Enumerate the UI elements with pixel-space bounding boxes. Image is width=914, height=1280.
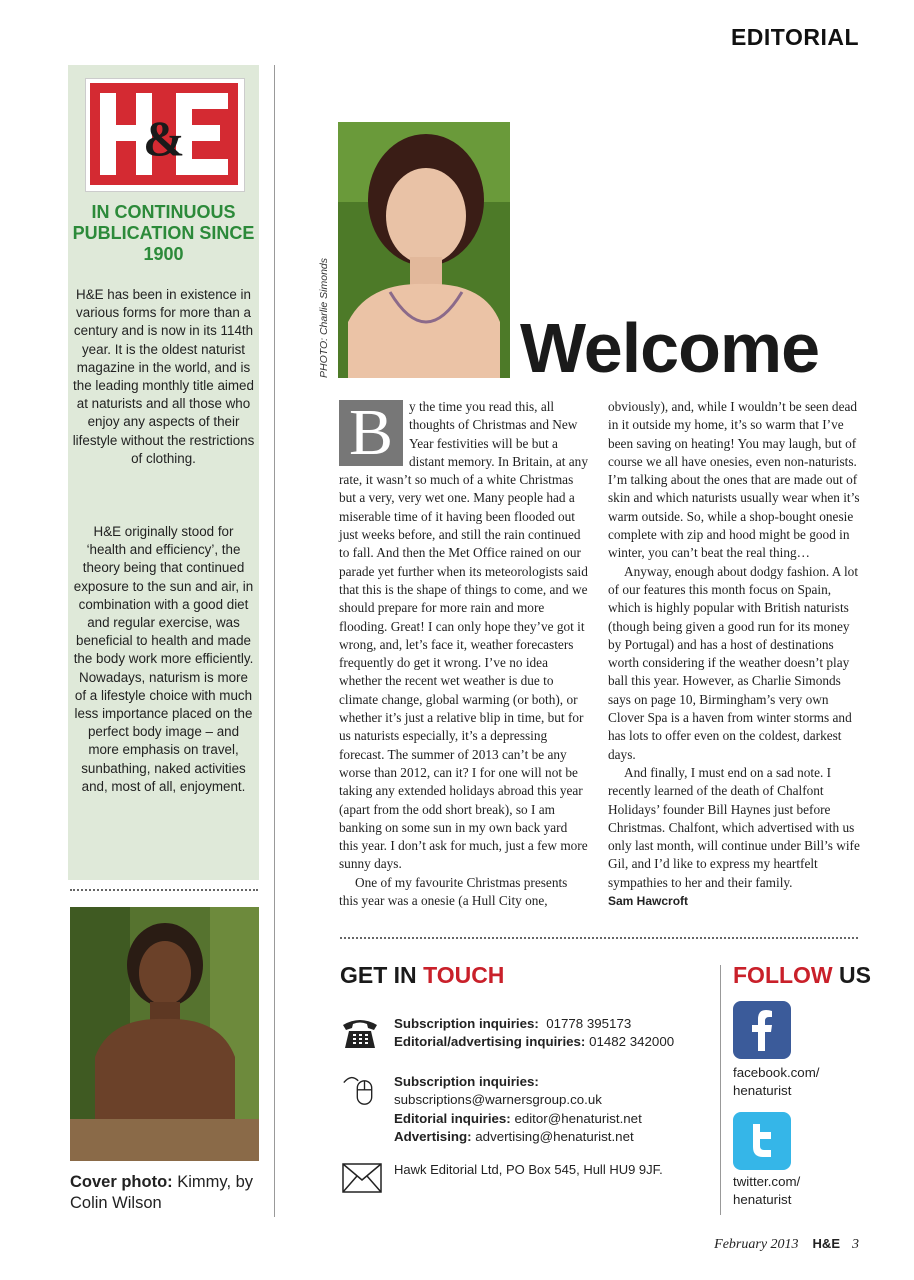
page-number: 3 bbox=[852, 1237, 859, 1252]
postal-address: Hawk Editorial Ltd, PO Box 545, Hull HU9 9JF. bbox=[394, 1162, 663, 1177]
cover-caption-text: Kimmy, by Colin Wilson bbox=[70, 1173, 254, 1212]
phone-contacts bbox=[394, 1015, 674, 1052]
sub-email[interactable]: subscriptions@warnersgroup.co.uk bbox=[394, 1092, 602, 1108]
sidebar-paragraph: H&E originally stood for ‘health and efficiency’, the theory being that continued exposure to the sun and air, in combination with a good diet and regular exercise, was beneficial to health and made the body work more efficiently. Nowadays, naturism is more of a lifestyle choice with much less importance placed on the perfect body image – and more emphasis on travel, sunbathing, naked activities and, most of all, enjoyment. bbox=[73, 524, 254, 794]
facebook-link[interactable] bbox=[733, 1064, 819, 1101]
twitter-url-b: henaturist bbox=[733, 1192, 792, 1208]
drop-cap: B bbox=[339, 400, 403, 466]
facebook-icon[interactable] bbox=[733, 1001, 791, 1059]
follow-heading bbox=[733, 962, 871, 989]
telephone-icon bbox=[340, 1015, 380, 1051]
footer-brand: H&E bbox=[812, 1236, 840, 1251]
dotted-divider bbox=[70, 889, 258, 891]
he-logo bbox=[85, 78, 245, 192]
edit-email-label: Editorial inquiries: bbox=[394, 1110, 511, 1126]
facebook-url-b: henaturist bbox=[733, 1083, 792, 1099]
sub-phone-label: Subscription inquiries: bbox=[394, 1016, 539, 1031]
article-signature: Sam Hawcroft bbox=[608, 894, 689, 909]
facebook-glyph bbox=[733, 1001, 791, 1059]
tagline: IN CONTINUOUS PUBLICATION SINCE 1900 bbox=[72, 202, 255, 264]
photo-credit: PHOTO: Charlie Simonds bbox=[318, 257, 330, 378]
sub-phone[interactable]: 01778 395173 bbox=[546, 1016, 632, 1031]
cover-caption-label: Cover photo: bbox=[70, 1173, 173, 1191]
contact-heading-b: TOUCH bbox=[423, 962, 505, 988]
twitter-icon[interactable] bbox=[733, 1112, 791, 1170]
article-paragraph: obviously), and, while I wouldn’t be seen dead in it outside my home, it’s so warm that I’ve been saving on heating! You may laugh, but of course we all have onesies, even non-naturists. I’m talking about the ones that are made out of skin and which naturists usually wear when it’s warm outside. So, while a shop-bought onesie complete with zip and hood might be good in winter, you can’t beat the real thing… bbox=[608, 399, 860, 561]
cover-photo-image bbox=[70, 907, 259, 1161]
dotted-divider bbox=[340, 937, 858, 939]
headline: Welcome bbox=[520, 309, 820, 387]
follow-heading-b: US bbox=[832, 962, 871, 988]
twitter-url-a: twitter.com/ bbox=[733, 1174, 801, 1189]
twitter-link[interactable] bbox=[733, 1173, 800, 1210]
twitter-glyph bbox=[733, 1112, 791, 1170]
adv-email-label: Advertising: bbox=[394, 1128, 472, 1144]
column-divider bbox=[274, 65, 275, 1217]
edit-email[interactable]: editor@henaturist.net bbox=[514, 1110, 642, 1126]
sidebar-paragraph: H&E has been in existence in various forms for more than a century and is now in its 114th year. It is the oldest naturist magazine in the world, and is the leading monthly title aimed at naturists and all those who enjoy any aspects of their lifestyle without the restrictions of clothing. bbox=[72, 287, 255, 466]
he-logo-graphic bbox=[90, 83, 238, 185]
article-paragraph: And finally, I must end on a sad note. I recently learned of the death of Chalfont Holidays’ founder Bill Haynes just before Christmas. Chalfont, which advertised with us only last month, will continue under Bill’s wife Gil, and I’d like to express my heartfelt sympathies to her and their family. bbox=[608, 764, 860, 890]
contact-divider bbox=[720, 965, 721, 1215]
cover-caption bbox=[70, 1172, 270, 1214]
article-paragraph: One of my favourite Christmas presents this year was a onesie (a Hull City one, bbox=[339, 874, 568, 909]
editor-portrait bbox=[338, 122, 510, 378]
editor-portrait-image bbox=[338, 122, 510, 378]
edit-phone[interactable]: 01482 342000 bbox=[589, 1034, 675, 1050]
sub-email-label: Subscription inquiries: bbox=[394, 1074, 539, 1089]
envelope-icon bbox=[342, 1160, 382, 1196]
article-intro: y the time you read this, all thoughts of Christmas and New Year festivities will be but a distant memory. In Britain, at any rate, it wasn’t so much of a white Christmas but a very, very wet one. Many people had a miserable time of it having been flooded out just weeks before, and still the rain continued to fall. And then the Met Office rained on our parade yet further when its meteorologists said that this is the shape of things to come, and we should prepare for more rain and more flooding. Great! I can only hope they’ve got it wrong, and, let’s face it, weather forecasters frequently do get it wrong. I’ve no idea whether the recent wet weather is due to climate change, global warming (or both), or whether it’s just a relative blip in time, but for us naturists especially, it’s a depressing forecast. The summer of 2013 can’t be any worse than 2012, can it? I for one will not be taking any extended holidays abroad this year (apart from the odd short break), so I am banking on some sun in my own back yard this year. I don’t ask for much, just a few more sunny days. bbox=[339, 399, 588, 872]
follow-heading-a: FOLLOW bbox=[733, 962, 833, 988]
email-contacts bbox=[394, 1073, 642, 1146]
section-label: EDITORIAL bbox=[730, 24, 859, 50]
article-paragraph: Anyway, enough about dodgy fashion. A lot of our features this month focus on Spain, which is highly popular with British naturists (though being given a good run for its money by Portugal) and has a host of destinations worth considering if the weather doesn’t play ball this year. However, as Charlie Simonds says on page 10, Birmingham’s very own Clover Spa is a haven from winter storms and has lots to offer even on the coldest, darkest days. bbox=[608, 563, 859, 762]
facebook-url-a: facebook.com/ bbox=[733, 1065, 820, 1080]
article-column-2 bbox=[608, 398, 860, 910]
adv-email[interactable]: advertising@henaturist.net bbox=[475, 1128, 634, 1144]
article-column-1 bbox=[339, 398, 589, 910]
mouse-icon bbox=[340, 1070, 380, 1106]
contact-heading bbox=[340, 962, 504, 989]
footer-date: February 2013 bbox=[714, 1237, 799, 1252]
contact-heading-a: GET IN bbox=[340, 962, 424, 988]
article-paragraph bbox=[339, 398, 589, 874]
edit-phone-label: Editorial/advertising inquiries: bbox=[394, 1034, 586, 1050]
svg-text:&: & bbox=[143, 110, 185, 166]
page-footer bbox=[714, 1236, 859, 1253]
cover-photo bbox=[70, 907, 259, 1161]
